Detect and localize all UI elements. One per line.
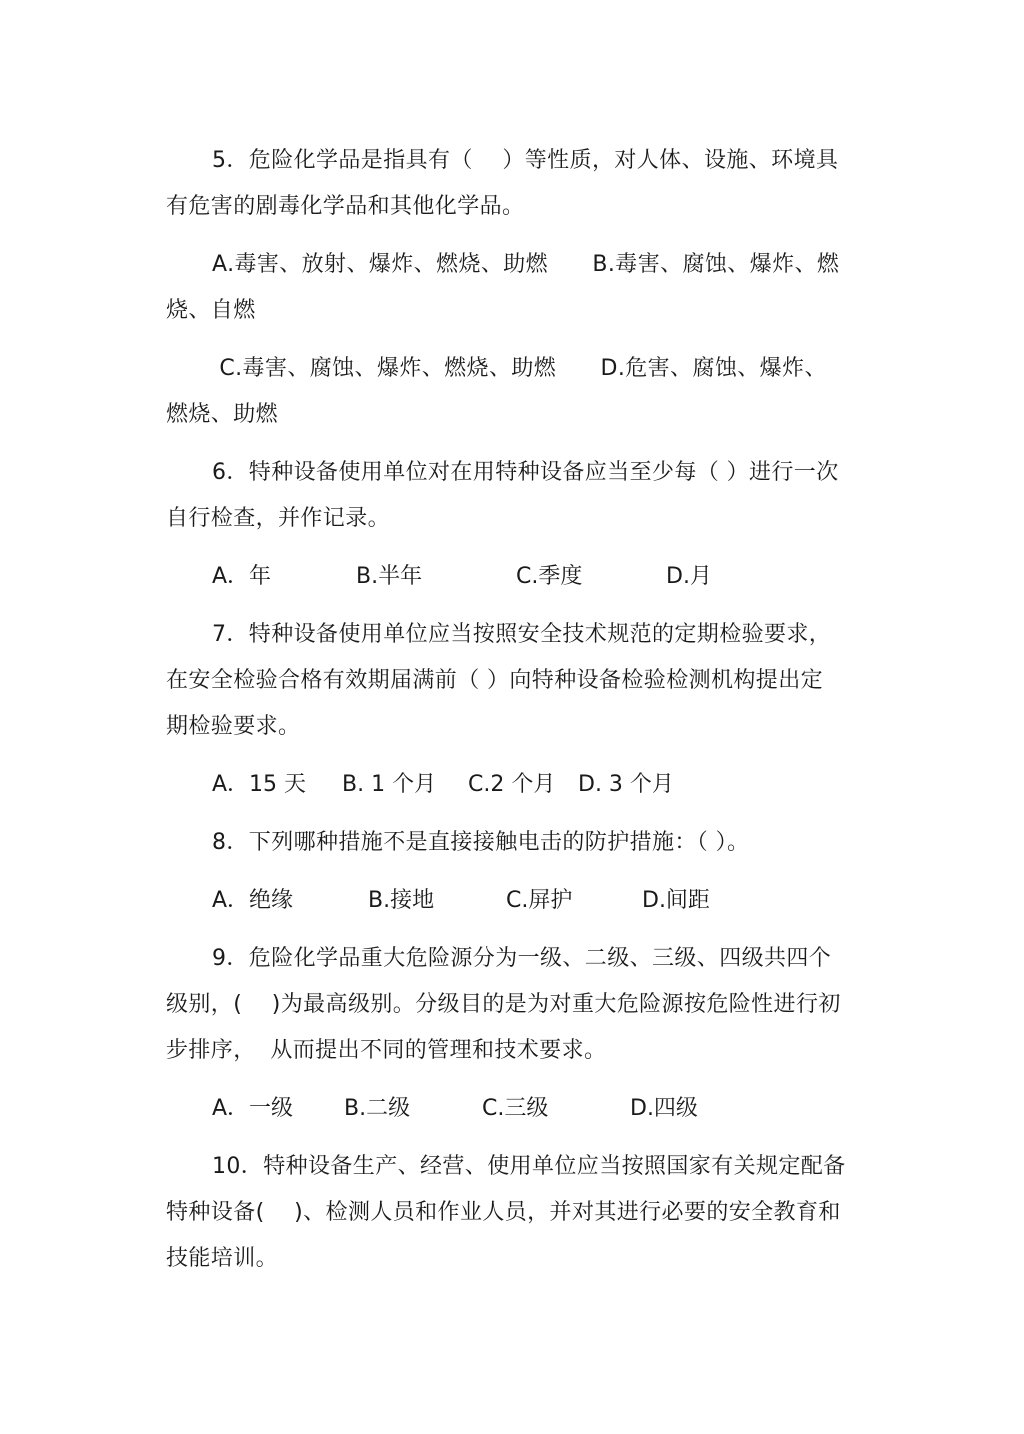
option-a: A．一级 xyxy=(212,1096,294,1121)
question-text-line: 在安全检验合格有效期届满前（ ）向特种设备检验检测机构提出定 xyxy=(166,668,823,693)
question-10 xyxy=(166,1144,866,1282)
option-line: A.毒害、放射、爆炸、燃烧、助燃 B.毒害、腐蚀、爆炸、燃 xyxy=(212,252,840,277)
option-line: C.毒害、腐蚀、爆炸、燃烧、助燃 D.危害、腐蚀、爆炸、 xyxy=(212,356,827,381)
option-c: C.屏护 xyxy=(506,888,573,913)
question-text-line: 特种设备( )、检测人员和作业人员，并对其进行必要的安全教育和 xyxy=(166,1200,841,1225)
options-row xyxy=(166,1086,866,1132)
option-d: D. 3 个月 xyxy=(578,772,674,797)
option-a: A．15 天 xyxy=(212,772,307,797)
option-line: 烧、自燃 xyxy=(166,298,256,323)
question-8 xyxy=(166,820,866,924)
question-9 xyxy=(166,936,866,1132)
option-a: A．绝缘 xyxy=(212,888,294,913)
question-text-line: 步排序， 从而提出不同的管理和技术要求。 xyxy=(166,1038,607,1063)
option-b: B.接地 xyxy=(368,888,435,913)
option-d: D.四级 xyxy=(630,1096,698,1121)
option-a: A．年 xyxy=(212,564,272,589)
question-text-line: 6．特种设备使用单位对在用特种设备应当至少每（ ）进行一次 xyxy=(212,460,839,485)
option-d: D.间距 xyxy=(642,888,710,913)
question-6 xyxy=(166,450,866,600)
options-row xyxy=(166,878,866,924)
question-list xyxy=(166,138,866,1282)
option-c: C.2 个月 xyxy=(468,772,556,797)
option-d: D.月 xyxy=(666,564,712,589)
question-text-line: 自行检查，并作记录。 xyxy=(166,506,391,531)
question-text-line: 8．下列哪种措施不是直接接触电击的防护措施：（ ）。 xyxy=(212,830,750,855)
question-text-line: 9．危险化学品重大危险源分为一级、二级、三级、四级共四个 xyxy=(212,946,832,971)
question-5 xyxy=(166,138,866,438)
options-row xyxy=(166,762,866,808)
option-b: B.半年 xyxy=(356,564,423,589)
question-text-line: 级别，( )为最高级别。分级目的是为对重大危险源按危险性进行初 xyxy=(166,992,841,1017)
question-text-line: 7．特种设备使用单位应当按照安全技术规范的定期检验要求， xyxy=(212,622,832,647)
question-text-line: 10．特种设备生产、经营、使用单位应当按照国家有关规定配备 xyxy=(212,1154,846,1179)
option-b: B.二级 xyxy=(344,1096,411,1121)
question-7 xyxy=(166,612,866,808)
option-c: C.三级 xyxy=(482,1096,549,1121)
question-text-line: 技能培训。 xyxy=(166,1246,279,1271)
options-row xyxy=(166,554,866,600)
option-c: C.季度 xyxy=(516,564,583,589)
question-text-line: 5．危险化学品是指具有（ ）等性质，对人体、设施、环境具 xyxy=(212,148,839,173)
question-text-line: 有危害的剧毒化学品和其他化学品。 xyxy=(166,194,525,219)
option-line: 燃烧、助燃 xyxy=(166,402,279,427)
option-b: B. 1 个月 xyxy=(342,772,437,797)
question-text-line: 期检验要求。 xyxy=(166,714,301,739)
